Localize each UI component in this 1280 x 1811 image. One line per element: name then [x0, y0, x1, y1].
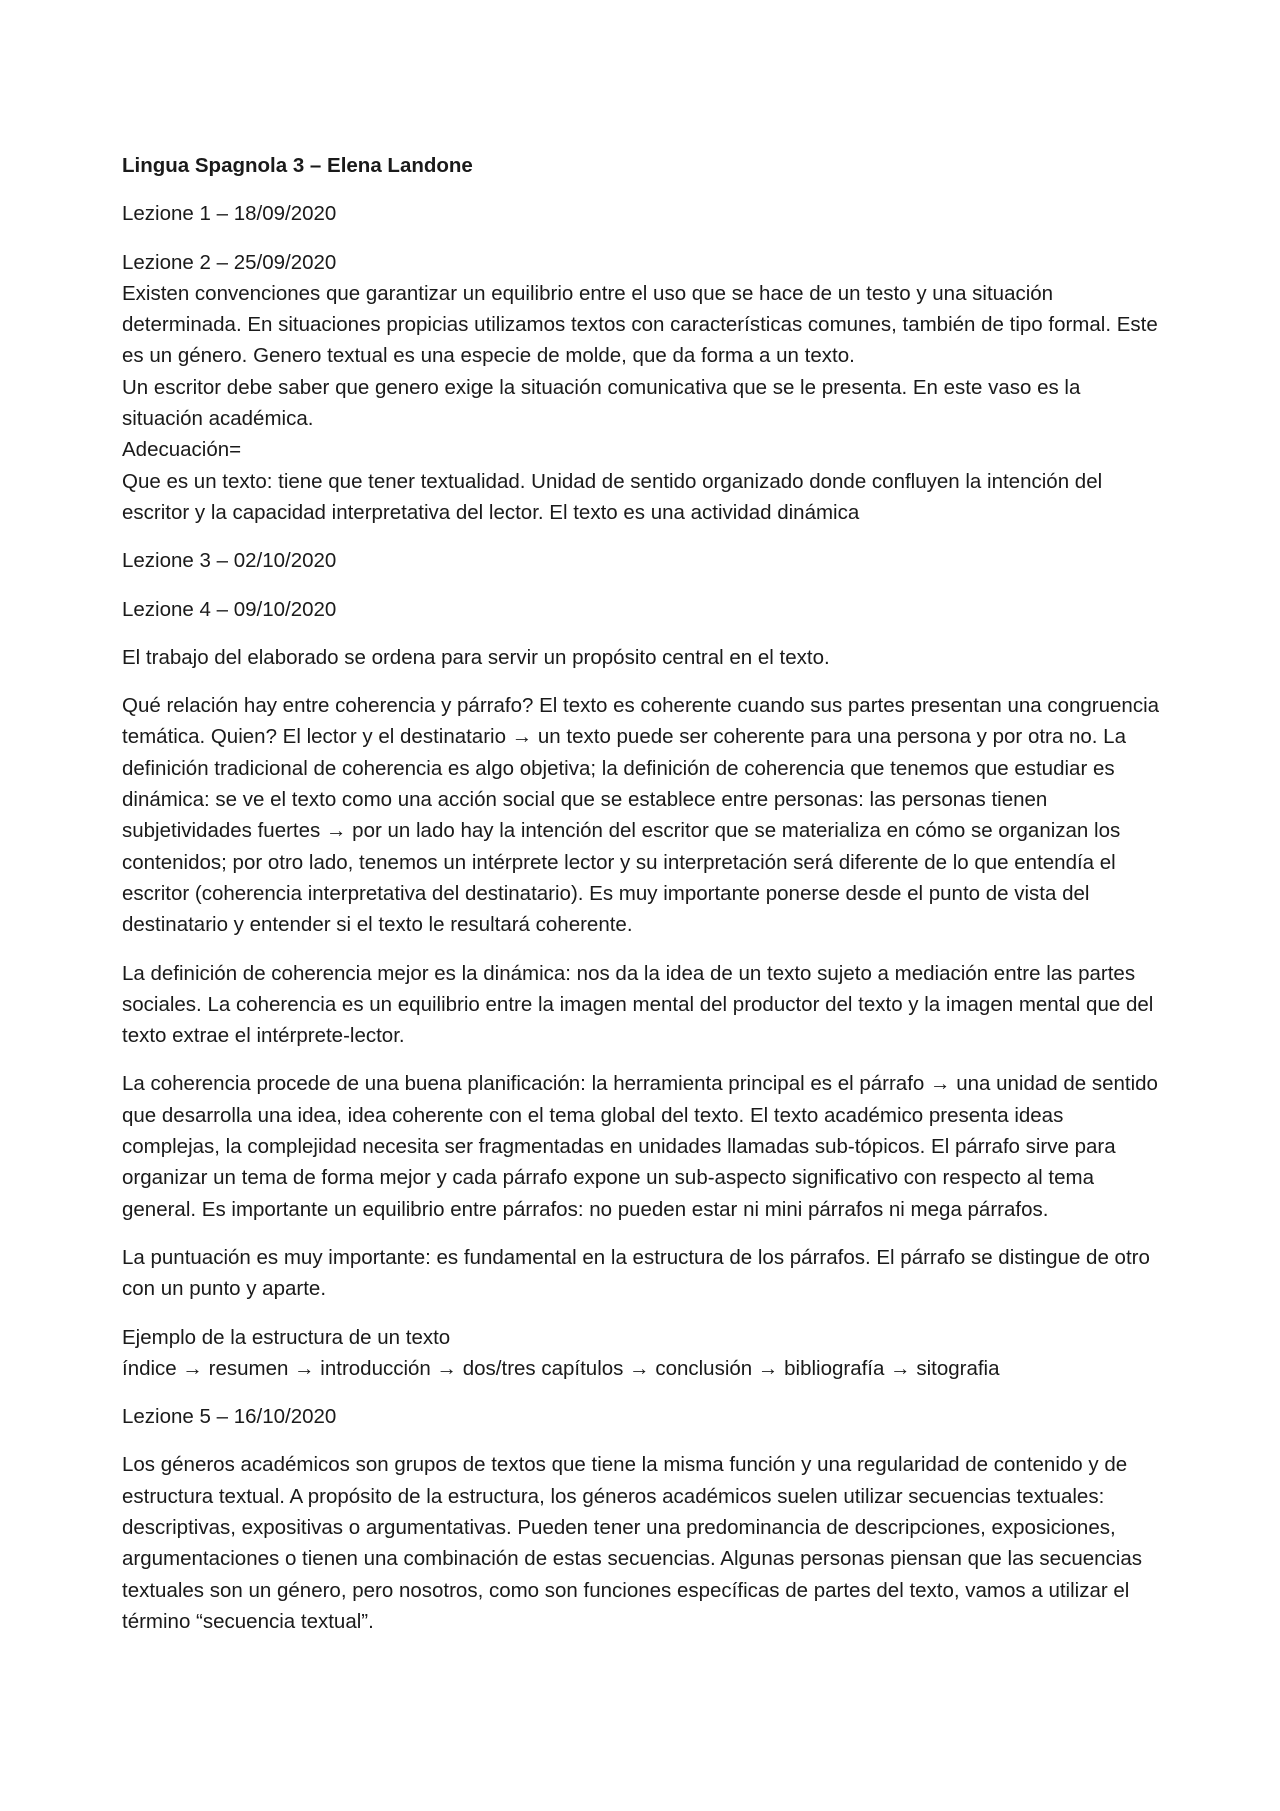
lesson-2-paragraph-3: Adecuación= [122, 438, 242, 462]
arrow-right-icon: → [890, 1356, 911, 1380]
lesson-4-paragraph-2 [122, 690, 1162, 940]
paragraph-text: Qué relación hay entre coherencia y párrafo? El texto es coherente cuando sus partes presentan una congruencia temática. Quien? El lector y el destinatario [122, 694, 1160, 749]
lesson-2-heading: Lezione 2 – 25/09/2020 [122, 250, 337, 274]
arrow-right-icon: → [294, 1356, 315, 1380]
lesson-4-paragraph-5: La puntuación es muy importante: es fundamental en la estructura de los párrafos. El párrafo se distingue de otro con un punto y aparte. [122, 1245, 1150, 1301]
lesson-4-paragraph-4 [122, 1068, 1162, 1224]
structure-item: dos/tres capítulos [462, 1356, 624, 1380]
structure-item: resumen [208, 1356, 289, 1380]
paragraph-text: un texto puede ser coherente para una persona y por otra no. La definición tradicional de coherencia es algo objetiva; la definición de coherencia que tenemos que estudiar es dinámica: se ve el texto como una acción social que se establece entre personas: las personas tienen subjetividades fuertes [122, 725, 1126, 843]
structure-item: conclusión [655, 1356, 753, 1380]
structure-item: bibliografía [784, 1356, 885, 1380]
structure-item: índice [122, 1356, 177, 1380]
lesson-5-paragraph-1: Los géneros académicos son grupos de textos que tiene la misma función y una regularidad de contenido y de estructura textual. A propósito de la estructura, los géneros académicos suelen utilizar secuencias textuales: descriptivas, expositivas o argumentativas. Pueden tener una predominancia de descripciones, exposiciones, argumentaciones o tienen una combinación de estas secuencias. Algunas personas piensan que las secuencias textuales son un género, pero nosotros, como son funciones específicas de partes del texto, vamos a utilizar el término “secuencia textual”. [122, 1453, 1142, 1633]
arrow-right-icon: → [325, 819, 347, 843]
document-page [122, 150, 1162, 1654]
document-title: Lingua Spagnola 3 – Elena Landone [122, 154, 473, 177]
arrow-right-icon: → [757, 1356, 779, 1380]
text-structure-example [122, 1322, 1162, 1385]
lesson-2-paragraph-1: Existen convenciones que garantizar un equilibrio entre el uso que se hace de un testo y una situación determinada. En situaciones propicias utilizamos textos con características comunes, también de tipo formal. Este es un género. Genero textual es una especie de molde, que da forma a un texto. [122, 281, 1158, 368]
lesson-5-heading: Lezione 5 – 16/10/2020 [122, 1405, 337, 1429]
paragraph-text: una unidad de sentido que desarrolla una idea, idea coherente con el tema global del texto. El texto académico presenta ideas complejas, la complejidad necesita ser fragmentadas en unidades llamadas sub-tópicos. El párrafo sirve para organizar un tema de forma mejor y cada párrafo expone un sub-aspecto significativo con respecto al tema general. Es importante un equilibrio entre párrafos: no pueden estar ni mini párrafos ni mega párrafos. [122, 1072, 1158, 1221]
arrow-right-icon: → [511, 725, 533, 749]
lesson-3-heading: Lezione 3 – 02/10/2020 [122, 549, 337, 573]
arrow-right-icon: → [930, 1072, 951, 1096]
arrow-right-icon: → [436, 1356, 458, 1380]
structure-item: sitografia [916, 1356, 1000, 1380]
lesson-1-heading: Lezione 1 – 18/09/2020 [122, 202, 337, 226]
paragraph-text: La coherencia procede de una buena planificación: la herramienta principal es el párrafo [122, 1072, 930, 1096]
arrow-right-icon: → [182, 1356, 203, 1380]
lesson-4-paragraph-3: La definición de coherencia mejor es la dinámica: nos da la idea de un texto sujeto a mediación entre las partes sociales. La coherencia es un equilibrio entre la imagen mental del productor del texto y la imagen mental que del texto extrae el intérprete-lector. [122, 961, 1154, 1048]
lesson-4-paragraph-1: El trabajo del elaborado se ordena para servir un propósito central en el texto. [122, 645, 830, 669]
arrow-right-icon: → [629, 1356, 650, 1380]
lesson-2-paragraph-4: Que es un texto: tiene que tener textualidad. Unidad de sentido organizado donde confluyen la intención del escritor y la capacidad interpretativa del lector. El texto es una actividad dinámica [122, 469, 1103, 524]
example-heading: Ejemplo de la estructura de un texto [122, 1325, 451, 1349]
paragraph-text: por un lado hay la intención del escritor que se materializa en cómo se organizan los contenidos; por otro lado, tenemos un intérprete lector y su interpretación será diferente de lo que entendía el escritor (coherencia interpretativa del destinatario). Es muy importante ponerse desde el punto de vista del destinatario y entender si el texto le resultará coherente. [122, 819, 1121, 937]
lesson-2-paragraph-2: Un escritor debe saber que genero exige la situación comunicativa que se le presenta. En este vaso es la situación académica. [122, 375, 1081, 431]
lesson-2-section [122, 247, 1162, 529]
structure-list [122, 1353, 1162, 1384]
structure-item: introducción [320, 1356, 431, 1380]
lesson-4-heading: Lezione 4 – 09/10/2020 [122, 597, 337, 621]
